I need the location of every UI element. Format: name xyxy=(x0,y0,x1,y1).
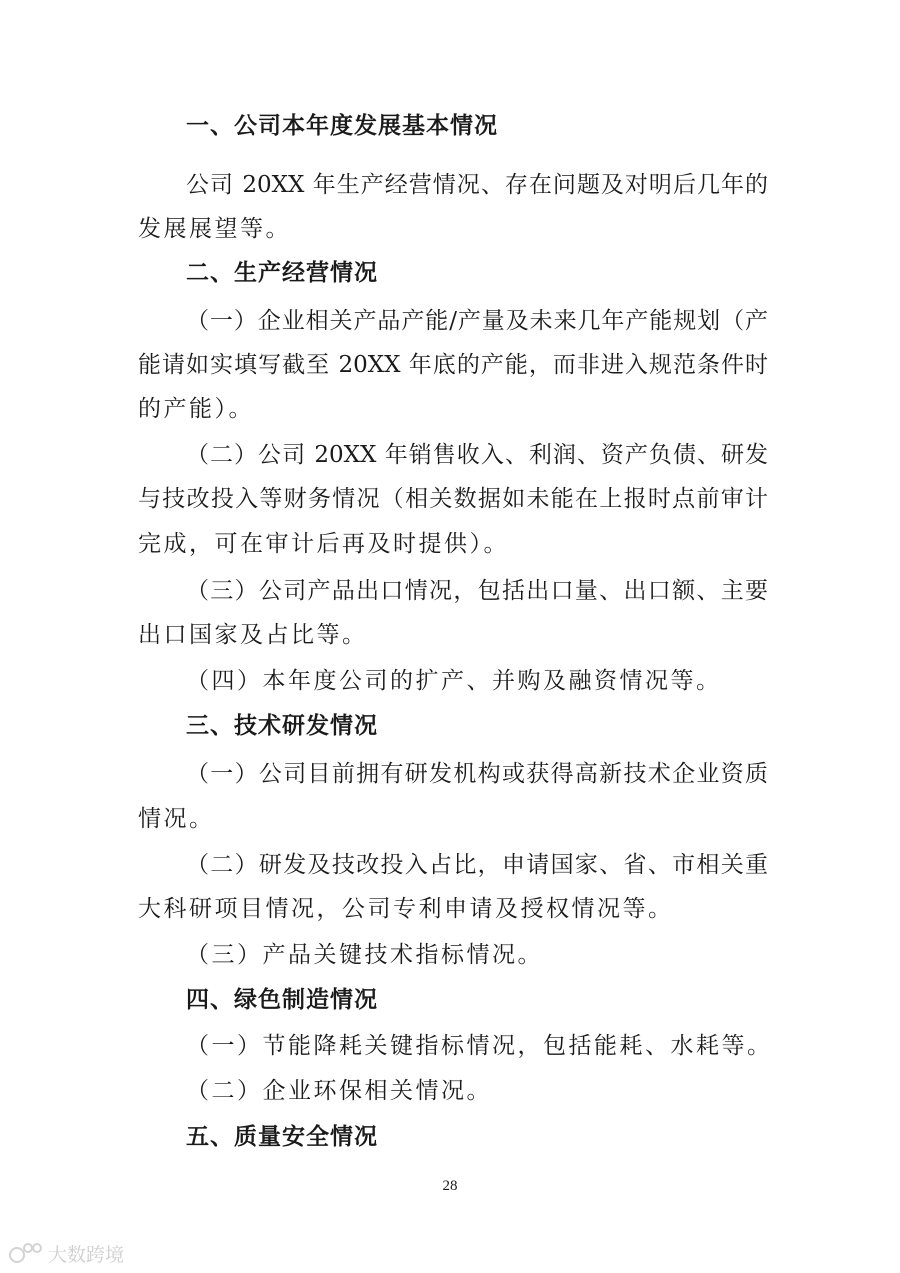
section-heading-5: 五、质量安全情况 xyxy=(186,1124,378,1150)
paragraph-line: （二）研发及技改投入占比，申请国家、省、市相关重 xyxy=(186,852,768,878)
paragraph-line: （四）本年度公司的扩产、并购及融资情况等。 xyxy=(186,668,722,694)
paragraph-line: （一）节能降耗关键指标情况，包括能耗、水耗等。 xyxy=(186,1033,773,1059)
watermark-text: 大数跨境 xyxy=(48,1243,125,1266)
watermark xyxy=(8,1240,124,1266)
section-heading-4: 四、绿色制造情况 xyxy=(186,987,378,1013)
paragraph-line: （一）公司目前拥有研发机构或获得高新技术企业资质 xyxy=(186,761,768,787)
paragraph-line: 情况。 xyxy=(138,806,215,832)
paragraph-line: 大科研项目情况，公司专利申请及授权情况等。 xyxy=(138,896,674,922)
watermark-logo-icon xyxy=(8,1241,44,1265)
paragraph-line: （二）公司 20XX 年销售收入、利润、资产负债、研发 xyxy=(186,442,768,468)
page-number: 28 xyxy=(442,1178,458,1194)
paragraph-line: （二）企业环保相关情况。 xyxy=(186,1078,492,1104)
paragraph-line: 发展展望等。 xyxy=(138,216,291,242)
paragraph-line: 完成，可在审计后再及时提供）。 xyxy=(138,531,509,557)
paragraph-line: （一）企业相关产品产能/产量及未来几年产能规划（产 xyxy=(186,308,768,334)
section-heading-1: 一、公司本年度发展基本情况 xyxy=(186,113,498,139)
paragraph-line: 的产能）。 xyxy=(138,396,254,422)
section-heading-2: 二、生产经营情况 xyxy=(186,260,378,286)
paragraph-line: （三）公司产品出口情况，包括出口量、出口额、主要 xyxy=(186,578,768,604)
paragraph-line: 公司 20XX 年生产经营情况、存在问题及对明后几年的 xyxy=(186,172,768,198)
paragraph-line: （三）产品关键技术指标情况。 xyxy=(186,942,543,968)
paragraph-line: 出口国家及占比等。 xyxy=(138,622,368,648)
paragraph-line: 与技改投入等财务情况（相关数据如未能在上报时点前审计 xyxy=(138,486,768,512)
paragraph-line: 能请如实填写截至 20XX 年底的产能，而非进入规范条件时 xyxy=(138,352,768,378)
section-heading-3: 三、技术研发情况 xyxy=(186,713,378,739)
